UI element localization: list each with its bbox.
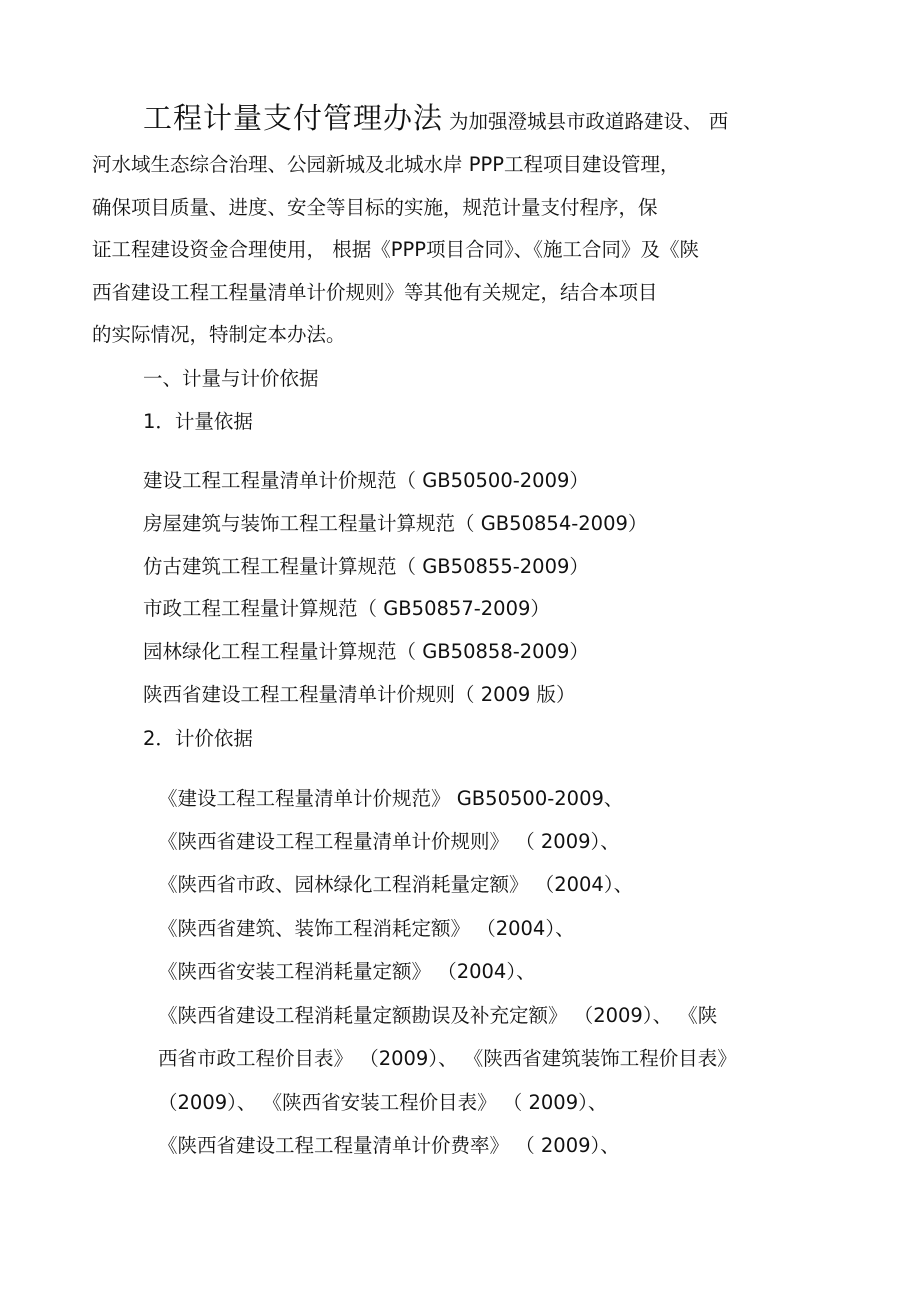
title-line bbox=[143, 101, 729, 135]
section-heading: 一、计量与计价依据 bbox=[143, 367, 319, 390]
intro-line-1: 为加强澄城县市政道路建设、 西 bbox=[449, 110, 729, 133]
subsection-heading-measurement: 1．计量依据 bbox=[143, 410, 253, 433]
pricing-item: 《陕西省建设工程工程量清单计价规则》 （ 2009）、 bbox=[158, 830, 620, 853]
intro-line-5: 西省建设工程工程量清单计价规则》等其他有关规定，结合本项目 bbox=[92, 281, 658, 304]
document-title: 工程计量支付管理办法 bbox=[143, 101, 444, 135]
pricing-item: （2009）、 《陕西省安装工程价目表》 （ 2009）、 bbox=[158, 1091, 608, 1114]
pricing-item: 《陕西省建筑、装饰工程消耗定额》 （2004）、 bbox=[158, 917, 575, 940]
pricing-item: 《陕西省市政、园林绿化工程消耗量定额》 （2004）、 bbox=[158, 873, 634, 896]
measurement-item: 房屋建筑与装饰工程工程量计算规范（ GB50854-2009） bbox=[143, 512, 648, 535]
pricing-item: 西省市政工程价目表》 （2009）、 《陕西省建筑装饰工程价目表》 bbox=[158, 1047, 737, 1070]
intro-line-4: 证工程建设资金合理使用， 根据《PPP项目合同》、《施工合同》及《陕 bbox=[92, 238, 699, 261]
measurement-item: 建设工程工程量清单计价规范（ GB50500-2009） bbox=[143, 469, 589, 492]
pricing-item: 《陕西省建设工程消耗量定额勘误及补充定额》 （2009）、 《陕 bbox=[158, 1004, 718, 1027]
intro-line-3: 确保项目质量、进度、安全等目标的实施，规范计量支付程序，保 bbox=[92, 196, 658, 219]
measurement-item: 陕西省建设工程工程量清单计价规则（ 2009 版） bbox=[143, 683, 576, 706]
pricing-item: 《陕西省建设工程工程量清单计价费率》 （ 2009）、 bbox=[158, 1134, 620, 1157]
measurement-item: 仿古建筑工程工程量计算规范（ GB50855-2009） bbox=[143, 555, 589, 578]
subsection-heading-pricing: 2．计价依据 bbox=[143, 727, 253, 750]
intro-line-6: 的实际情况，特制定本办法。 bbox=[92, 323, 346, 346]
intro-line-2: 河水域生态综合治理、公园新城及北城水岸 PPP工程项目建设管理， bbox=[92, 153, 680, 176]
pricing-item: 《陕西省安装工程消耗量定额》 （2004）、 bbox=[158, 960, 536, 983]
measurement-item: 园林绿化工程工程量计算规范（ GB50858-2009） bbox=[143, 640, 589, 663]
measurement-item: 市政工程工程量计算规范（ GB50857-2009） bbox=[143, 597, 550, 620]
pricing-item: 《建设工程工程量清单计价规范》 GB50500-2009、 bbox=[158, 787, 624, 810]
